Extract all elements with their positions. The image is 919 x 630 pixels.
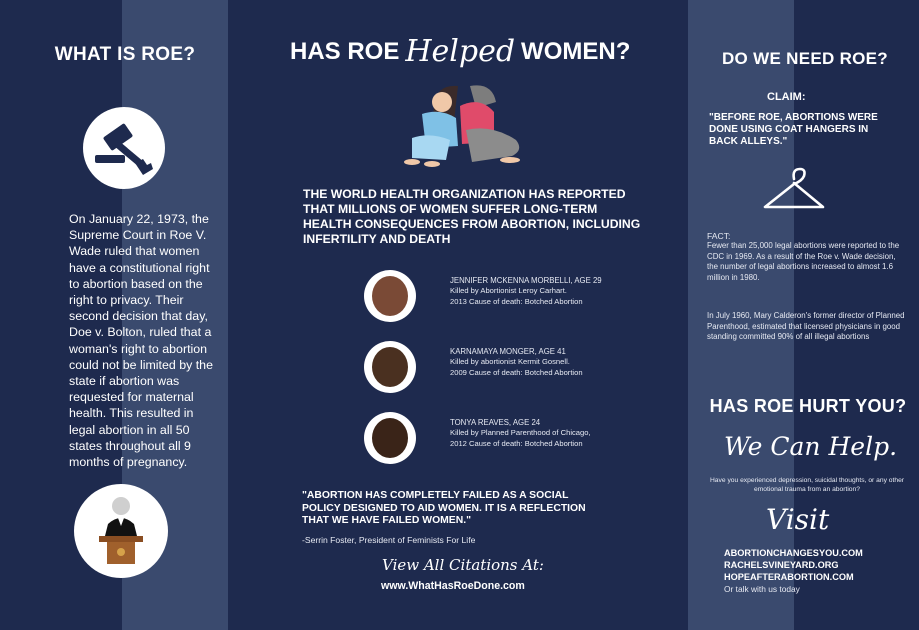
victim-name: JENNIFER MCKENNA MORBELLI, AGE 29 <box>450 276 602 285</box>
fact-paragraph-1: Fewer than 25,000 legal abortions were reported to the CDC in 1969. As a result of the Roe v. Wade decision, the number of legal abortions increased to almost 1.6 million in 1980. <box>707 241 900 282</box>
resource-sites <box>724 548 863 583</box>
victim-details <box>450 347 583 378</box>
victim-card <box>364 341 664 397</box>
roe-explanation-text: On January 22, 1973, the Supreme Court in Roe V. Wade ruled that women have a constitutional right to abortion based on the right to privacy. Their second decision that day, Doe v. Bolton, ruled that a woman's right to abortion could not be limited by the state if abortion was requested for maternal health. This resulted in legal abortion in all 50 states throughout all 9 months of pregnancy. <box>69 212 213 470</box>
victim-photo <box>364 341 416 393</box>
victim-line-1: Killed by abortionist Kermit Gosnell. <box>450 357 570 367</box>
site-link-hopeafterabortion[interactable]: HOPEAFTERABORTION.COM <box>724 571 854 582</box>
hanger-icon <box>761 165 827 215</box>
visit-label: Visit <box>766 503 830 536</box>
victim-line-1: Killed by Planned Parenthood of Chicago, <box>450 428 591 438</box>
do-we-need-roe-heading: DO WE NEED ROE? <box>721 49 888 68</box>
victim-name: TONYA REAVES, AGE 24 <box>450 418 541 427</box>
title-script-word: Helped <box>405 34 516 69</box>
claim-label: CLAIM: <box>767 91 806 103</box>
citations-link[interactable]: www.WhatHasRoeDone.com <box>381 580 525 592</box>
victim-details <box>450 276 602 307</box>
who-statement: THE WORLD HEALTH ORGANIZATION HAS REPORTED THAT MILLIONS OF WOMEN SUFFER LONG-TERM HEALTH CONSEQUENCES FROM ABORTION, INCLUDING INFERTILITY AND DEATH <box>303 187 641 246</box>
fact-paragraph-2: In July 1960, Mary Calderon's former director of Planned Parenthood, estimated that licensed physicians in good standing committed 90% of all illegal abortions <box>707 311 905 342</box>
victim-card <box>364 412 664 468</box>
victim-photo <box>364 412 416 464</box>
site-link-abortionchangesyou[interactable]: ABORTIONCHANGESYOU.COM <box>724 548 863 558</box>
talk-with-us-text: Or talk with us today <box>724 584 800 594</box>
victim-line-2: 2013 Cause of death: Botched Abortion <box>450 296 583 306</box>
what-is-roe-heading: WHAT IS ROE? <box>54 44 196 65</box>
claim-text: "BEFORE ROE, ABORTIONS WERE DONE USING COAT HANGERS IN BACK ALLEYS." <box>709 112 878 148</box>
victim-details <box>450 418 591 449</box>
gavel-icon <box>83 107 165 189</box>
judge-icon <box>74 484 168 578</box>
victim-card <box>364 270 664 326</box>
we-can-help-label: We Can Help. <box>724 432 898 461</box>
feminist-quote: "ABORTION HAS COMPLETELY FAILED AS A SOCIAL POLICY DESIGNED TO AID WOMEN. IT IS A REFLECTION THAT WE HAVE FAILED WOMEN." <box>302 490 586 527</box>
victim-line-2: 2012 Cause of death: Botched Abortion <box>450 438 583 448</box>
site-link-rachelsvineyard[interactable]: RACHELSVINEYARD.ORG <box>724 559 839 570</box>
title-part-1: HAS ROE <box>290 37 400 65</box>
help-question: Have you experienced depression, suicidal thoughts, or any other emotional trauma from an abortion? <box>709 477 905 493</box>
victim-name: KARNAMAYA MONGER, AGE 41 <box>450 347 566 356</box>
victim-photo <box>364 270 416 322</box>
title-part-2: WOMEN? <box>521 37 631 65</box>
victim-line-1: Killed by Abortionist Leroy Carhart. <box>450 286 567 296</box>
has-roe-hurt-you-heading: HAS ROE HURT YOU? <box>709 396 907 416</box>
citations-label: View All Citations At: <box>382 556 544 574</box>
quote-attribution: -Serrin Foster, President of Feminists For Life <box>302 535 476 545</box>
women-illustration <box>400 82 534 168</box>
fact-label: FACT: <box>707 231 731 241</box>
center-title <box>290 34 630 69</box>
victim-line-2: 2009 Cause of death: Botched Abortion <box>450 367 583 377</box>
